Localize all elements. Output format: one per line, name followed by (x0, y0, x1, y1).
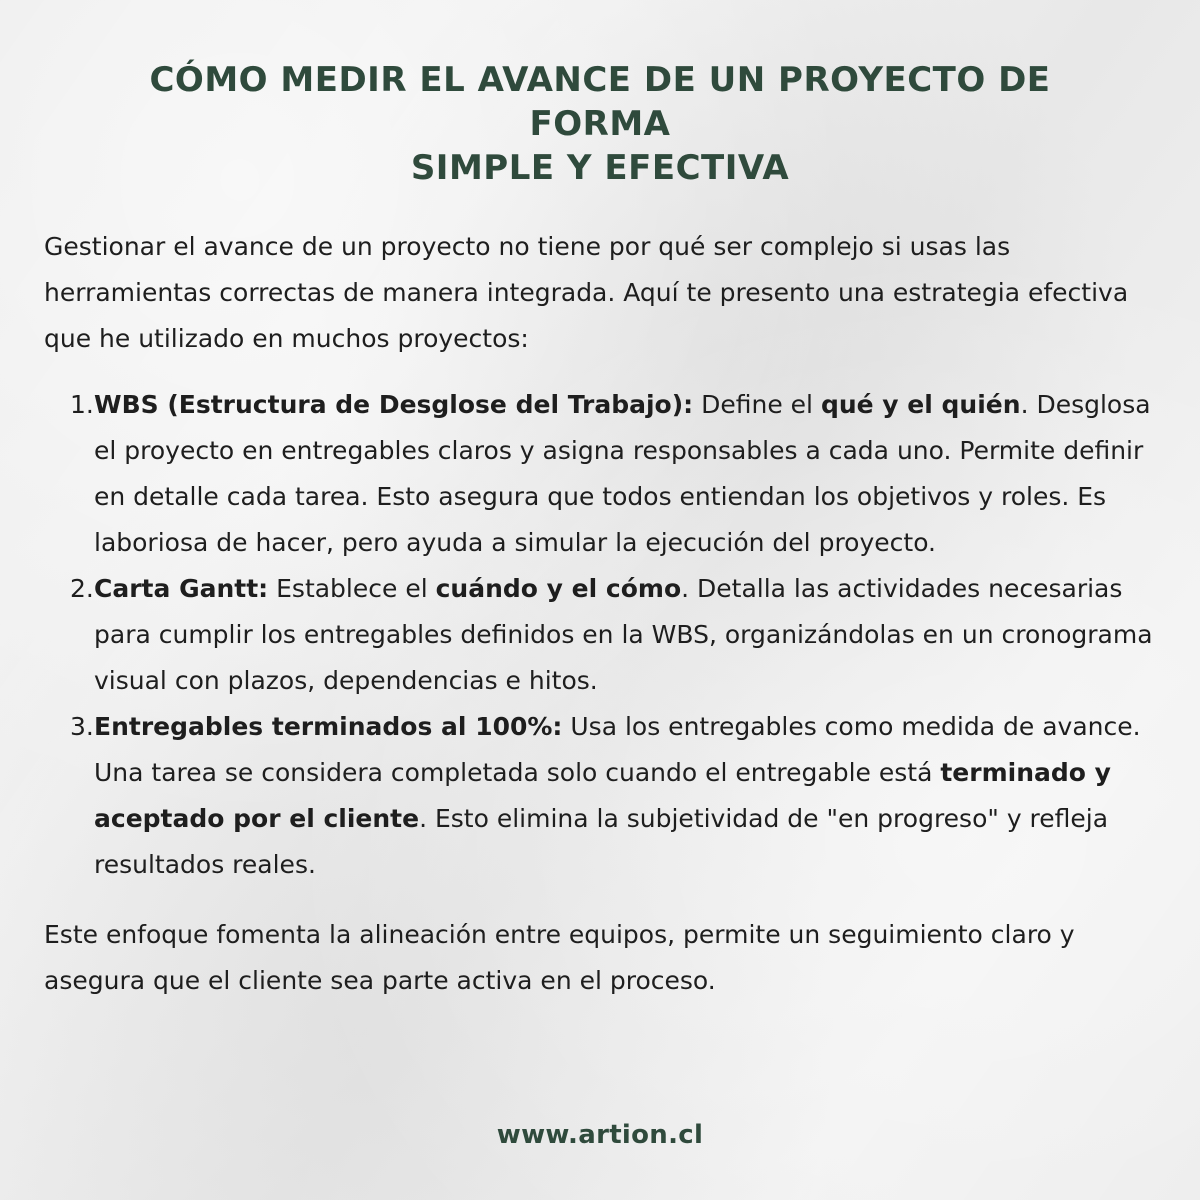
step-heading: WBS (Estructura de Desglose del Trabajo): (94, 390, 694, 419)
intro-paragraph: Gestionar el avance de un proyecto no tiene por qué ser complejo si usas las herramientas correctas de manera integrada. Aquí te presento una estrategia efectiva que he utilizado en muchos proyectos: (44, 232, 1129, 353)
list-item (44, 382, 1164, 566)
step-text: Usa los entregables como medida de avance. Una tarea se considera completada solo cuando el entregable está (94, 712, 1141, 787)
page-title-line-2: SIMPLE Y EFECTIVA (410, 148, 790, 188)
step-text: Define el (693, 390, 821, 419)
page-title (100, 58, 1100, 190)
step-text: . Esto elimina la subjetividad de "en progreso" y refleja resultados reales. (94, 804, 1109, 879)
step-heading: Carta Gantt: (94, 574, 269, 603)
step-text: . Detalla las actividades necesarias para cumplir los entregables definidos en la WBS, organizándolas en un cronograma visual con plazos, dependencias e hitos. (94, 574, 1153, 695)
step-heading: Entregables terminados al 100%: (94, 712, 563, 741)
list-item (44, 704, 1164, 888)
step-text: Establece el (268, 574, 436, 603)
step-emphasis: cuándo y el cómo (435, 574, 682, 603)
conclusion-paragraph: Este enfoque fomenta la alineación entre equipos, permite un seguimiento claro y asegura que el cliente sea parte activa en el proceso. (44, 920, 1075, 995)
page-title-line-1: CÓMO MEDIR EL AVANCE DE UN PROYECTO DE FORMA (149, 60, 1051, 144)
step-emphasis: qué y el quién (820, 390, 1021, 419)
step-number: 1. (70, 390, 94, 419)
article-body (44, 224, 1164, 1004)
steps-list (44, 382, 1164, 888)
step-number: 2. (70, 574, 94, 603)
list-item (44, 566, 1164, 704)
step-text: . Desglosa el proyecto en entregables claros y asigna responsables a cada uno. Permite definir en detalle cada tarea. Esto asegura que todos entiendan los objetivos y roles. Es laboriosa de hacer, pero ayuda a simular la ejecución del proyecto. (94, 390, 1151, 557)
step-emphasis: terminado y aceptado por el cliente (94, 758, 1111, 833)
website-link[interactable]: www.artion.cl (496, 1120, 704, 1150)
step-number: 3. (70, 712, 94, 741)
